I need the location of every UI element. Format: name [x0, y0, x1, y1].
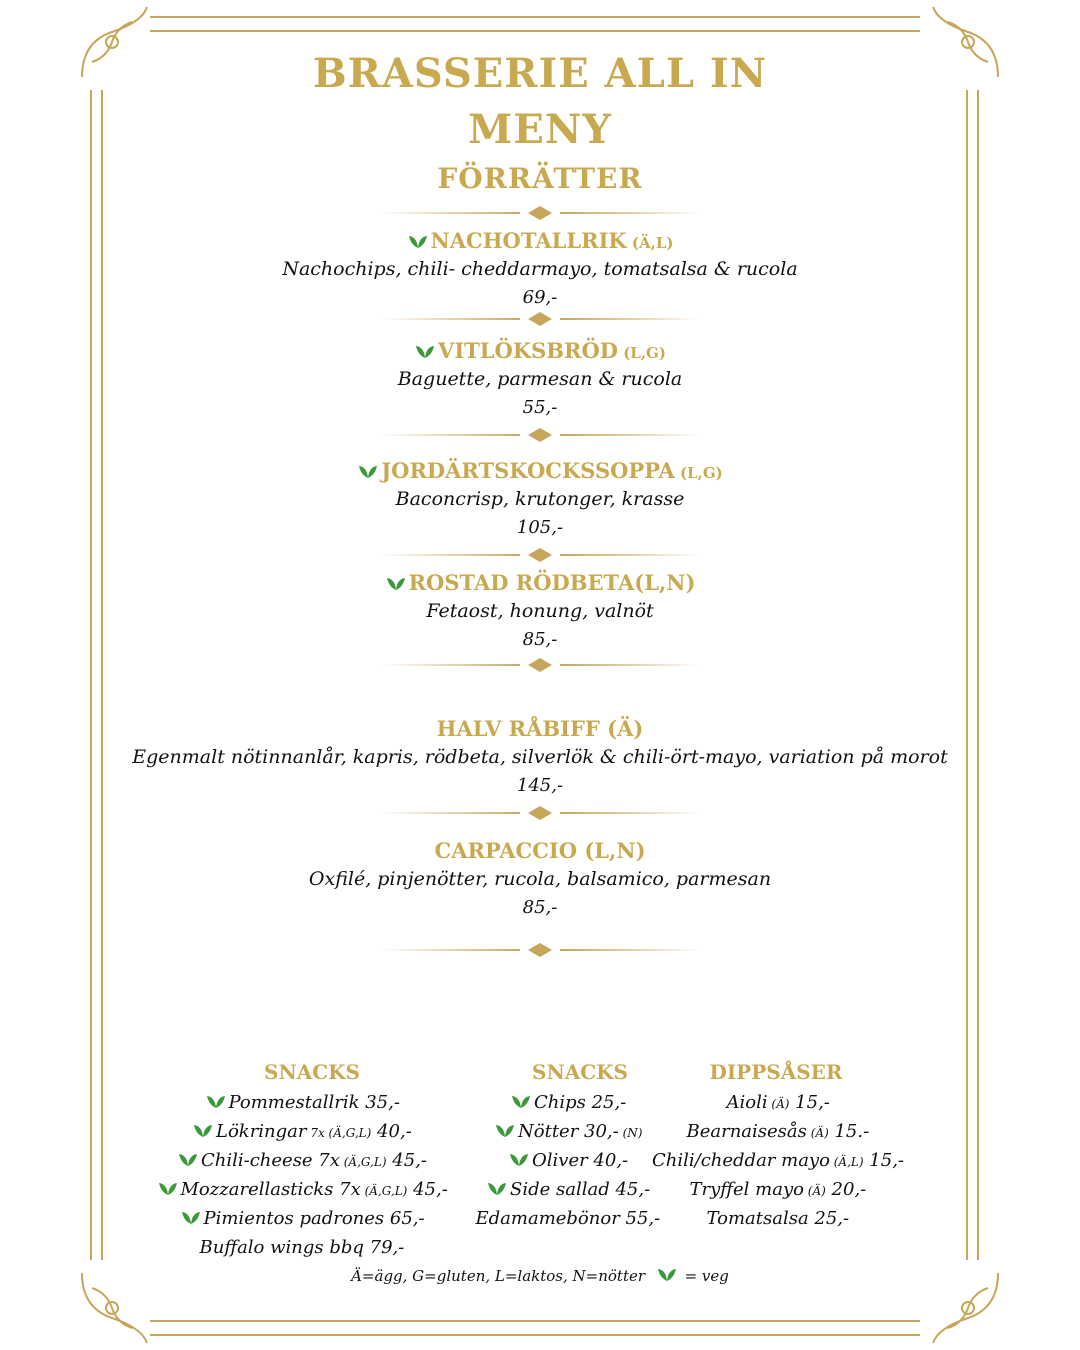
section-title-starters: FÖRRÄTTER — [437, 162, 643, 195]
ornament-divider — [380, 943, 700, 957]
snack-item: Nötter 30,- (N) — [494, 1120, 642, 1145]
starter-description: Egenmalt nötinnanlår, kapris, rödbeta, silverlök & chili-ört-mayo, variation på morot — [132, 746, 948, 768]
starter-description: Oxfilé, pinjenötter, rucola, balsamico, parmesan — [308, 868, 772, 890]
starter-description: Baconcrisp, krutonger, krasse — [395, 488, 685, 510]
starter-allergens: (L,G) — [674, 464, 723, 482]
legend-veg-label: = veg — [684, 1267, 729, 1285]
leaf-icon — [508, 1151, 530, 1167]
starter-title: HALV RÅBIFF (Ä) — [436, 716, 644, 741]
starter-price: 145,- — [516, 775, 564, 796]
starter-name — [0, 458, 1080, 486]
starter-price: 85,- — [522, 629, 558, 650]
leaf-icon — [407, 233, 429, 249]
snack-item: Oliver 40,- — [508, 1149, 628, 1173]
starter-name — [0, 570, 1080, 596]
snack-item: Edamamebönor 55,- — [475, 1208, 661, 1229]
starter-name — [0, 228, 1080, 256]
starter-description: Fetaost, honung, valnöt — [426, 600, 654, 622]
snack-item: Chips 25,- — [510, 1091, 626, 1115]
starter-title: CARPACCIO (L,N) — [434, 838, 646, 863]
leaf-icon — [177, 1151, 199, 1167]
ornament-divider — [380, 548, 700, 562]
snack-item: Mozzarellasticks 7x (Ä,G,L) 45,- — [157, 1178, 448, 1203]
ornament-divider — [380, 806, 700, 820]
starter-name — [0, 338, 1080, 366]
starter-title: JORDÄRTSKOCKSSOPPA — [381, 458, 675, 483]
ornament-divider — [380, 206, 700, 220]
starter-title: ROSTAD RÖDBETA(L,N) — [408, 570, 696, 595]
leaf-icon — [192, 1122, 214, 1138]
ornament-divider — [380, 658, 700, 672]
starter-allergens: (Ä,L) — [626, 234, 674, 252]
leaf-icon — [180, 1209, 202, 1225]
snacks-heading-1: SNACKS — [264, 1060, 360, 1084]
ornament-divider — [380, 428, 700, 442]
starter-price: 69,- — [522, 287, 558, 308]
legend-text: Ä=ägg, G=gluten, L=laktos, N=nötter — [351, 1267, 646, 1285]
starter-title: VITLÖKSBRÖD — [438, 338, 618, 363]
leaf-icon — [656, 1266, 678, 1282]
leaf-icon — [494, 1122, 516, 1138]
leaf-icon — [157, 1180, 179, 1196]
starter-description: Baguette, parmesan & rucola — [397, 368, 683, 390]
leaf-icon — [357, 463, 379, 479]
restaurant-title: BRASSERIE ALL IN — [312, 50, 768, 97]
starter-name — [0, 838, 1080, 864]
dip-item: Chili/cheddar mayo (Ä,L) 15,- — [652, 1150, 905, 1171]
snack-item: Chili-cheese 7x (Ä,G,L) 45,- — [177, 1149, 427, 1174]
starter-price: 105,- — [516, 517, 564, 538]
leaf-icon — [205, 1093, 227, 1109]
frame-top-outer — [150, 16, 920, 18]
dip-item: Aioli (Ä) 15,- — [726, 1092, 830, 1113]
leaf-icon — [510, 1093, 532, 1109]
snack-item: Pimientos padrones 65,- — [180, 1207, 425, 1231]
frame-top-inner — [150, 30, 920, 32]
snack-item: Buffalo wings bbq 79,- — [199, 1237, 405, 1258]
starter-allergens: (L,G) — [617, 344, 666, 362]
dip-item: Bearnaisesås (Ä) 15.- — [686, 1121, 870, 1142]
starter-price: 55,- — [522, 397, 558, 418]
starter-description: Nachochips, chili- cheddarmayo, tomatsalsa & rucola — [282, 258, 798, 280]
ornament-divider — [380, 312, 700, 326]
leaf-icon — [486, 1180, 508, 1196]
starter-name — [0, 716, 1080, 742]
leaf-icon — [385, 575, 407, 591]
frame-bottom-outer — [150, 1320, 920, 1322]
snack-item: Lökringar 7x (Ä,G,L) 40,- — [192, 1120, 412, 1145]
snack-item: Side sallad 45,- — [486, 1178, 650, 1202]
menu-title: MENY — [468, 106, 612, 153]
snacks-heading-2: SNACKS — [532, 1060, 628, 1084]
leaf-icon — [414, 343, 436, 359]
starter-price: 85,- — [522, 897, 558, 918]
frame-bottom-inner — [150, 1334, 920, 1336]
dip-item: Tomatsalsa 25,- — [706, 1208, 850, 1229]
allergen-legend — [0, 1266, 1080, 1285]
snack-item: Pommestallrik 35,- — [205, 1091, 400, 1115]
dip-item: Tryffel mayo (Ä) 20,- — [689, 1179, 867, 1200]
starter-title: NACHOTALLRIK — [430, 228, 627, 253]
dips-heading: DIPPSÅSER — [709, 1060, 843, 1084]
